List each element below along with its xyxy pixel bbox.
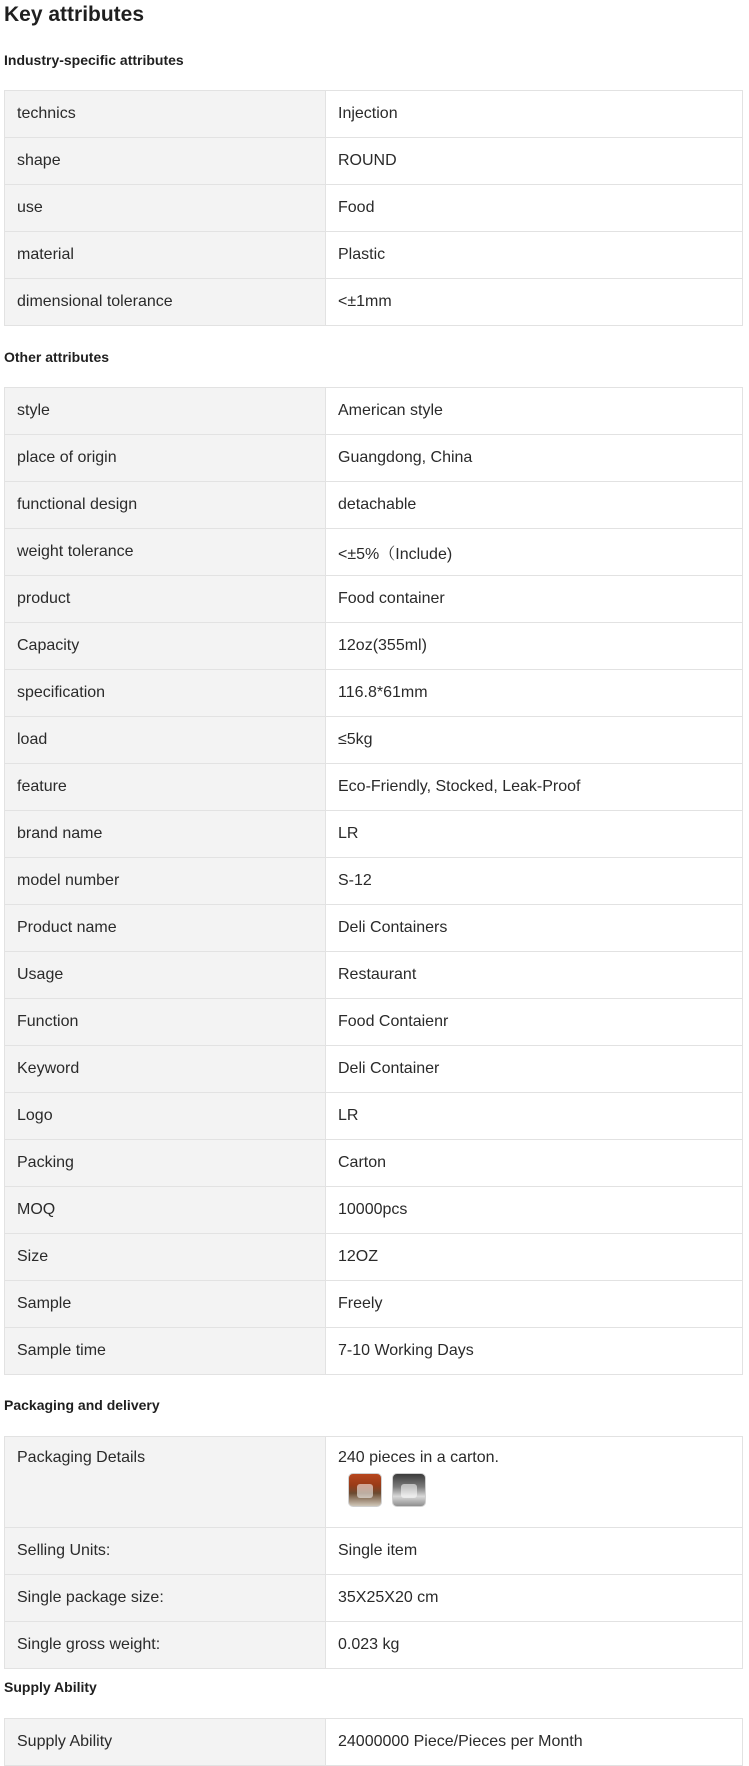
table-row (5, 952, 743, 999)
attribute-key: weight tolerance (5, 529, 326, 576)
attribute-value: Carton (326, 1140, 743, 1187)
packaging-thumbnail[interactable] (392, 1473, 426, 1507)
table-row (5, 1234, 743, 1281)
table-row (5, 1528, 743, 1575)
attribute-key: Function (5, 999, 326, 1046)
attribute-key: style (5, 388, 326, 435)
attribute-key: material (5, 232, 326, 279)
table-row (5, 1140, 743, 1187)
attribute-key: product (5, 576, 326, 623)
attribute-key: brand name (5, 811, 326, 858)
attribute-value: ROUND (326, 138, 743, 185)
attribute-key: feature (5, 764, 326, 811)
attribute-key: load (5, 717, 326, 764)
attribute-value: <±5%（Include) (326, 529, 743, 576)
table-row (5, 482, 743, 529)
table-row (5, 388, 743, 435)
packaging-thumbnail[interactable] (348, 1473, 382, 1507)
attribute-key: Usage (5, 952, 326, 999)
attribute-key: Selling Units: (5, 1528, 326, 1575)
table-row (5, 1575, 743, 1622)
attribute-key: Size (5, 1234, 326, 1281)
attribute-value: 7-10 Working Days (326, 1328, 743, 1375)
attribute-key: use (5, 185, 326, 232)
attribute-key: Packing (5, 1140, 326, 1187)
other-attributes-table (4, 387, 743, 1375)
attribute-key: Logo (5, 1093, 326, 1140)
industry-attributes-table (4, 90, 743, 326)
packaging-section-title: Packaging and delivery (4, 1397, 160, 1413)
attribute-value: 24000000 Piece/Pieces per Month (326, 1719, 743, 1766)
attribute-value: Single item (326, 1528, 743, 1575)
table-row (5, 1622, 743, 1669)
other-section-title: Other attributes (4, 349, 110, 365)
table-row (5, 279, 743, 326)
attribute-value: 12oz(355ml) (326, 623, 743, 670)
attribute-key: Packaging Details (5, 1437, 326, 1528)
attribute-value: ≤5kg (326, 717, 743, 764)
table-row (5, 764, 743, 811)
attribute-value: Food (326, 185, 743, 232)
table-row (5, 1328, 743, 1375)
supply-table (4, 1718, 743, 1766)
attribute-value: Plastic (326, 232, 743, 279)
attribute-key: specification (5, 670, 326, 717)
attribute-value-cell (326, 1437, 743, 1528)
attribute-value: Restaurant (326, 952, 743, 999)
table-row (5, 999, 743, 1046)
attribute-value: LR (326, 811, 743, 858)
attribute-value: S-12 (326, 858, 743, 905)
attribute-value: 0.023 kg (326, 1622, 743, 1669)
table-row (5, 138, 743, 185)
table-row (5, 232, 743, 279)
attribute-key: model number (5, 858, 326, 905)
attribute-key: Sample time (5, 1328, 326, 1375)
attribute-value: LR (326, 1093, 743, 1140)
attribute-key: Sample (5, 1281, 326, 1328)
attribute-key: functional design (5, 482, 326, 529)
table-row (5, 1046, 743, 1093)
page-title: Key attributes (4, 3, 145, 26)
attribute-key: technics (5, 91, 326, 138)
attribute-value: <±1mm (326, 279, 743, 326)
attribute-key: MOQ (5, 1187, 326, 1234)
attribute-value: Food Contaienr (326, 999, 743, 1046)
industry-section-title: Industry-specific attributes (4, 52, 184, 68)
supply-section-title: Supply Ability (4, 1679, 97, 1695)
attribute-value: 240 pieces in a carton. (338, 1449, 499, 1466)
table-row (5, 185, 743, 232)
table-row (5, 1187, 743, 1234)
table-row (5, 1719, 743, 1766)
attribute-key: Keyword (5, 1046, 326, 1093)
packaging-table (4, 1436, 743, 1669)
attribute-value: Freely (326, 1281, 743, 1328)
attribute-value: Deli Container (326, 1046, 743, 1093)
table-row (5, 529, 743, 576)
table-row (5, 905, 743, 952)
attribute-value: American style (326, 388, 743, 435)
attribute-value: Deli Containers (326, 905, 743, 952)
packaging-thumbnails (348, 1473, 730, 1507)
attribute-value: Eco-Friendly, Stocked, Leak-Proof (326, 764, 743, 811)
attribute-value: 10000pcs (326, 1187, 743, 1234)
table-row (5, 670, 743, 717)
table-row (5, 1093, 743, 1140)
table-row (5, 1437, 743, 1528)
table-row (5, 1281, 743, 1328)
attribute-key: Capacity (5, 623, 326, 670)
table-row (5, 811, 743, 858)
attribute-value: detachable (326, 482, 743, 529)
attribute-value: 116.8*61mm (326, 670, 743, 717)
table-row (5, 576, 743, 623)
attribute-value: Food container (326, 576, 743, 623)
table-row (5, 858, 743, 905)
table-row (5, 91, 743, 138)
attribute-key: shape (5, 138, 326, 185)
attribute-value: Injection (326, 91, 743, 138)
attribute-key: place of origin (5, 435, 326, 482)
attribute-value: 12OZ (326, 1234, 743, 1281)
attribute-value: 35X25X20 cm (326, 1575, 743, 1622)
table-row (5, 623, 743, 670)
attribute-key: Single gross weight: (5, 1622, 326, 1669)
attribute-key: Single package size: (5, 1575, 326, 1622)
attribute-key: Supply Ability (5, 1719, 326, 1766)
table-row (5, 435, 743, 482)
table-row (5, 717, 743, 764)
attribute-value: Guangdong, China (326, 435, 743, 482)
attribute-key: Product name (5, 905, 326, 952)
attribute-key: dimensional tolerance (5, 279, 326, 326)
